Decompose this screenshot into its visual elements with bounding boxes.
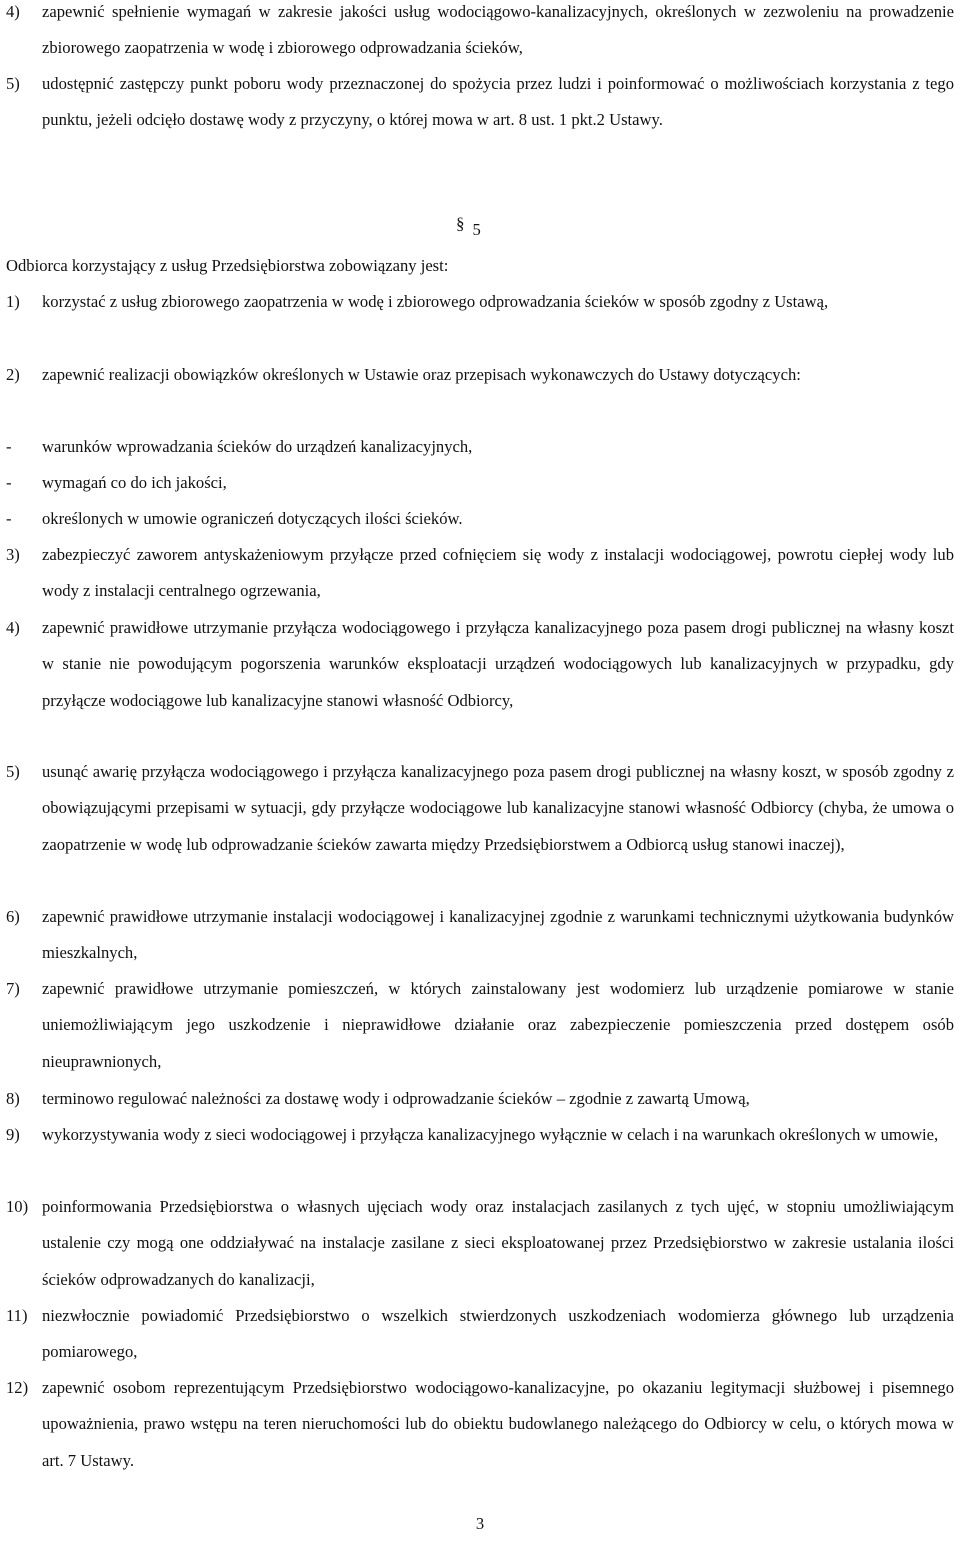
section-symbol: § [456,214,465,233]
dash-marker: - [6,437,12,456]
dash-text: określonych w umowie ograniczeń dotyczących ilości ścieków. [42,509,463,528]
item-text: zapewnić prawidłowe utrzymanie instalacji wodociągowej i kanalizacyjnej zgodnie z warunkami technicznymi użytkowania budynków mieszkalnych, [42,907,954,963]
item-number: 10) [6,1197,29,1216]
list-item [6,0,954,67]
dash-item [6,465,227,501]
list-item [6,357,954,393]
item-text: usunąć awarię przyłącza wodociągowego i przyłącza kanalizacyjnego poza pasem drogi publicznej na własny koszt, w sposób zgodny z obowiązującymi przepisami w sytuacji, gdy przyłącze wodociągowe lub kanalizacyjne stanowi własność Odbiorcy (chyba, że umowa o zaopatrzenie w wodę lub odprowadzanie ścieków zawarta między Przedsiębiorstwem a Odbiorcą usług stanowi inaczej), [42,762,954,854]
dash-item [6,501,463,537]
item-text: zapewnić prawidłowe utrzymanie pomieszczeń, w których zainstalowany jest wodomierz lub urządzenie pomiarowe w stanie uniemożliwiającym jego uszkodzenie i nieprawidłowe działanie oraz zabezpieczenie pomieszczenia przed dostępem osób nieuprawnionych, [42,979,954,1071]
list-item [6,1370,954,1479]
dash-text: wymagań co do ich jakości, [42,473,227,492]
item-number: 1) [6,292,20,311]
section-heading [456,212,481,248]
item-text: udostępnić zastępczy punkt poboru wody przeznaczonej do spożycia przez ludzi i poinformować o możliwościach korzystania z tego punktu, jeżeli odcięło dostawę wody z przyczyny, o której mowa w art. 8 ust. 1 pkt.2 Ustawy. [42,74,954,130]
item-number: 2) [6,365,20,384]
list-item [6,754,954,863]
dash-text: warunków wprowadzania ścieków do urządzeń kanalizacyjnych, [42,437,473,456]
list-item [6,1117,954,1153]
section-number: 5 [472,220,481,239]
item-text: zapewnić osobom reprezentującym Przedsiębiorstwo wodociągowo-kanalizacyjne, po okazaniu legitymacji służbowej i pisemnego upoważnienia, prawo wstępu na teren nieruchomości lub do obiektu budowlanego należącego do Odbiorcy w celu, o których mowa w art. 7 Ustawy. [42,1378,954,1470]
item-number: 4) [6,618,20,637]
item-text: zapewnić realizacji obowiązków określonych w Ustawie oraz przepisach wykonawczych do Ustawy dotyczących: [42,365,801,384]
item-number: 3) [6,545,20,564]
dash-marker: - [6,473,12,492]
item-number: 5) [6,74,20,93]
item-text: wykorzystywania wody z sieci wodociągowej i przyłącza kanalizacyjnego wyłącznie w celach i na warunkach określonych w umowie, [42,1125,939,1144]
item-number: 12) [6,1378,29,1397]
item-number: 11) [6,1306,28,1325]
list-item [6,971,954,1080]
list-item [6,610,954,719]
item-text: zapewnić prawidłowe utrzymanie przyłącza wodociągowego i przyłącza kanalizacyjnego poza pasem drogi publicznej na własny koszt w stanie nie powodującym pogorszenia warunków eksploatacji urządzeń wodociągowych lub kanalizacyjnych w przypadku, gdy przyłącze wodociągowe lub kanalizacyjne stanowi własność Odbiorcy, [42,618,954,710]
item-number: 9) [6,1125,20,1144]
list-item [6,1189,954,1298]
list-item [6,1081,954,1117]
item-number: 8) [6,1089,20,1108]
item-number: 6) [6,907,20,926]
list-item [6,1298,954,1371]
dash-marker: - [6,509,12,528]
dash-item [6,429,472,465]
page-number: 3 [475,1514,485,1533]
list-item [6,66,954,139]
item-text: zapewnić spełnienie wymagań w zakresie jakości usług wodociągowo-kanalizacyjnych, określonych w zezwoleniu na prowadzenie zbiorowego zaopatrzenia w wodę i zbiorowego odprowadzania ścieków, [42,2,954,58]
list-item [6,537,954,610]
item-text: niezwłocznie powiadomić Przedsiębiorstwo o wszelkich stwierdzonych uszkodzeniach wodomierza głównego lub urządzenia pomiarowego, [42,1306,954,1362]
item-text: korzystać z usług zbiorowego zaopatrzenia w wodę i zbiorowego odprowadzania ścieków w sposób zgodny z Ustawą, [42,292,829,311]
item-text: poinformowania Przedsiębiorstwa o własnych ujęciach wody oraz instalacjach zasilanych z tych ujęć, w stopniu umożliwiającym ustalenie czy mogą one oddziaływać na instalacje zasilane z sieci eksploatowanej przez Przedsiębiorstwo w zakresie ustalania ilości ścieków odprowadzanych do kanalizacji, [42,1197,954,1289]
item-number: 4) [6,2,20,21]
list-item [6,899,954,972]
item-text: zabezpieczyć zaworem antyskażeniowym przyłącze przed cofnięciem się wody z instalacji wodociągowej, powrotu ciepłej wody lub wody z instalacji centralnego ogrzewania, [42,545,954,601]
list-item [6,284,954,320]
item-number: 7) [6,979,20,998]
item-text: terminowo regulować należności za dostawę wody i odprowadzanie ścieków – zgodnie z zawartą Umową, [42,1089,750,1108]
intro-text: Odbiorca korzystający z usług Przedsiębiorstwa zobowiązany jest: [6,256,449,275]
item-number: 5) [6,762,20,781]
